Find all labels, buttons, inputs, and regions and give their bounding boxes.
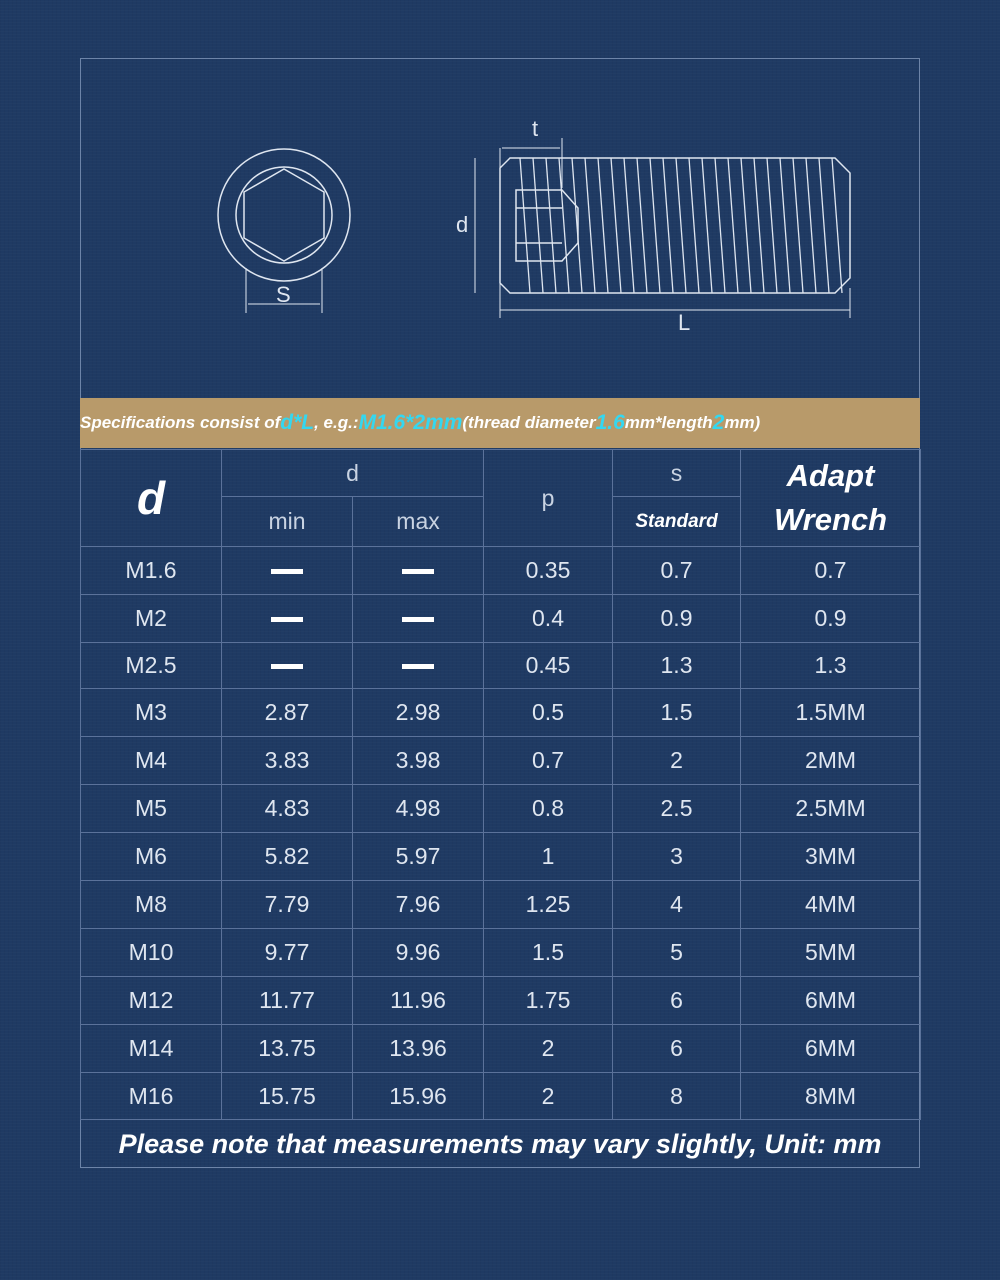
cell-w: 0.7 [741, 547, 921, 595]
cell-s: 5 [613, 929, 741, 977]
header-adapt: Adapt [786, 458, 875, 493]
thread-line [741, 158, 751, 293]
thread-line [637, 158, 647, 293]
cell-d: M12 [81, 977, 222, 1025]
banner-diameter: 1.6 [595, 411, 625, 434]
cell-max: 13.96 [353, 1025, 484, 1073]
cell-s: 8 [613, 1073, 741, 1120]
cell-d: M6 [81, 833, 222, 881]
thread-line [520, 158, 530, 293]
cell-s: 0.7 [613, 547, 741, 595]
table-body [81, 547, 921, 1120]
thread-line [702, 158, 712, 293]
thread-line [728, 158, 738, 293]
spec-banner [80, 398, 920, 448]
cell-max [353, 547, 484, 595]
cell-w: 6MM [741, 1025, 921, 1073]
cell-p: 1 [484, 833, 613, 881]
cell-min: 4.83 [222, 785, 353, 833]
cell-min: 9.77 [222, 929, 353, 977]
cell-d: M5 [81, 785, 222, 833]
cell-s: 6 [613, 1025, 741, 1073]
thread-line [611, 158, 621, 293]
thread-line [559, 158, 569, 293]
cell-d: M2.5 [81, 643, 222, 689]
header-adapt-wrench [741, 450, 921, 547]
thread-line [624, 158, 634, 293]
cell-d: M14 [81, 1025, 222, 1073]
cell-max: 5.97 [353, 833, 484, 881]
cell-s: 0.9 [613, 595, 741, 643]
dash-mark [271, 664, 303, 669]
banner-paren1: (thread diameter [462, 413, 596, 432]
table-row [81, 1073, 921, 1120]
cell-d: M4 [81, 737, 222, 785]
cell-min: 3.83 [222, 737, 353, 785]
thread-line [767, 158, 777, 293]
banner-paren3: mm) [724, 413, 761, 432]
table-row [81, 643, 921, 689]
cell-s: 1.5 [613, 689, 741, 737]
banner-length: 2 [712, 411, 725, 434]
cell-w: 1.5MM [741, 689, 921, 737]
cell-s: 6 [613, 977, 741, 1025]
thread-line [806, 158, 816, 293]
banner-paren2: mm*length [624, 413, 713, 432]
cell-p: 0.5 [484, 689, 613, 737]
cell-w: 2MM [741, 737, 921, 785]
header-min: min [222, 497, 353, 547]
dim-label-s: S [276, 282, 291, 307]
banner-eg: , e.g.: [314, 413, 359, 432]
banner-formula: d*L [280, 411, 315, 434]
cell-p: 0.7 [484, 737, 613, 785]
cell-p: 1.5 [484, 929, 613, 977]
cell-min: 13.75 [222, 1025, 353, 1073]
table-row [81, 689, 921, 737]
table-row [81, 785, 921, 833]
table-row [81, 595, 921, 643]
table-row [81, 977, 921, 1025]
cell-p: 1.25 [484, 881, 613, 929]
thread-line [832, 158, 842, 293]
cell-max: 9.96 [353, 929, 484, 977]
cell-min: 2.87 [222, 689, 353, 737]
cell-p: 0.35 [484, 547, 613, 595]
dash-mark [271, 617, 303, 622]
cell-p: 0.4 [484, 595, 613, 643]
dash-mark [402, 664, 434, 669]
header-s: s [613, 450, 741, 497]
thread-line [780, 158, 790, 293]
cell-max: 2.98 [353, 689, 484, 737]
cell-w: 8MM [741, 1073, 921, 1120]
thread-line [546, 158, 556, 293]
thread-line [663, 158, 673, 293]
cell-s: 4 [613, 881, 741, 929]
cell-s: 3 [613, 833, 741, 881]
header-p: p [484, 450, 613, 547]
cell-min: 11.77 [222, 977, 353, 1025]
thread-line [819, 158, 829, 293]
cell-w: 0.9 [741, 595, 921, 643]
cell-d: M3 [81, 689, 222, 737]
thread-line [650, 158, 660, 293]
cell-w: 1.3 [741, 643, 921, 689]
cell-p: 0.45 [484, 643, 613, 689]
table-row [81, 1025, 921, 1073]
thread-line [598, 158, 608, 293]
cell-w: 5MM [741, 929, 921, 977]
cell-max [353, 595, 484, 643]
cell-d: M1.6 [81, 547, 222, 595]
dim-label-d: d [456, 212, 469, 237]
cell-min: 5.82 [222, 833, 353, 881]
cell-d: M2 [81, 595, 222, 643]
thread-line [676, 158, 686, 293]
cell-d: M8 [81, 881, 222, 929]
thread-line [689, 158, 699, 293]
header-standard: Standard [613, 497, 741, 547]
cell-max: 3.98 [353, 737, 484, 785]
cell-s: 2 [613, 737, 741, 785]
table-row [81, 881, 921, 929]
cell-d: M16 [81, 1073, 222, 1120]
cell-w: 2.5MM [741, 785, 921, 833]
dash-mark [402, 569, 434, 574]
cell-max: 4.98 [353, 785, 484, 833]
cell-w: 3MM [741, 833, 921, 881]
screw-technical-drawing [80, 58, 920, 398]
banner-example: M1.6*2mm [358, 411, 463, 434]
table-row [81, 737, 921, 785]
table-row [81, 547, 921, 595]
header-d: d [81, 450, 222, 547]
thread-line [572, 158, 582, 293]
cell-min [222, 547, 353, 595]
cell-p: 0.8 [484, 785, 613, 833]
cell-s: 1.3 [613, 643, 741, 689]
thread-line [754, 158, 764, 293]
header-max: max [353, 497, 484, 547]
dash-mark [402, 617, 434, 622]
cell-w: 6MM [741, 977, 921, 1025]
measurement-note: Please note that measurements may vary slightly, Unit: mm [118, 1128, 882, 1159]
cell-p: 2 [484, 1025, 613, 1073]
dim-label-l: L [678, 310, 691, 335]
cell-d: M10 [81, 929, 222, 977]
cell-max: 7.96 [353, 881, 484, 929]
spec-table [80, 449, 921, 1120]
cell-w: 4MM [741, 881, 921, 929]
thread-line [715, 158, 725, 293]
cell-min [222, 643, 353, 689]
header-wrench: Wrench [773, 502, 888, 537]
cell-s: 2.5 [613, 785, 741, 833]
table-row [81, 929, 921, 977]
cell-min: 7.79 [222, 881, 353, 929]
cell-min: 15.75 [222, 1073, 353, 1120]
dim-label-t: t [532, 116, 539, 141]
dash-mark [271, 569, 303, 574]
header-d-group: d [222, 450, 484, 497]
cell-min [222, 595, 353, 643]
thread-line [793, 158, 803, 293]
thread-line [533, 158, 543, 293]
cell-max: 11.96 [353, 977, 484, 1025]
cell-p: 2 [484, 1073, 613, 1120]
cell-max: 15.96 [353, 1073, 484, 1120]
cell-p: 1.75 [484, 977, 613, 1025]
cell-max [353, 643, 484, 689]
banner-text-pre: Specifications consist of [80, 413, 281, 432]
table-row [81, 833, 921, 881]
thread-line [585, 158, 595, 293]
